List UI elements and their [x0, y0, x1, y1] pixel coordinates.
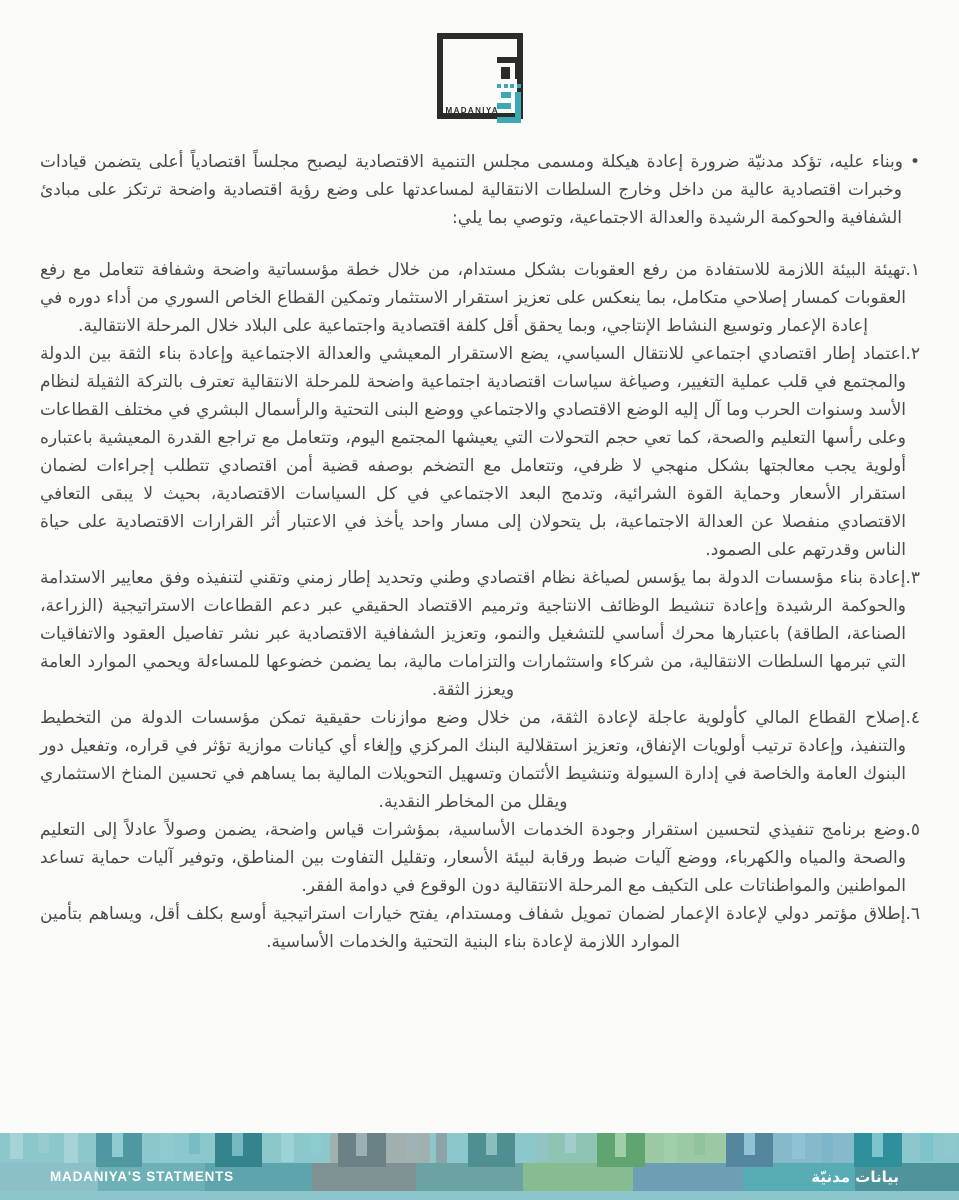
madaniya-kufic-mark-icon	[497, 57, 521, 127]
logo-wordmark: MADANIYA	[445, 106, 500, 115]
item-number: ٥.	[905, 820, 920, 840]
footer-right-label: بيانات مدنيّة	[811, 1168, 899, 1186]
item-number: ٣.	[905, 568, 920, 588]
item-text: وضع برنامج تنفيذي لتحسين استقرار وجودة الخدمات الأساسية، بمؤشرات قياس واضحة، يضمن وصولاً عادلاً إلى التعليم والصحة والمياه والكهرباء، ووضع آليات ضبط ورقابة لبيئة الأسعار، وتقليل التفاوت بين المناطق، وتوفير آليات حماية تساعد المواطنين والمواطناتات على التكيف مع المرحلة الانتقالية دون الوقوع في دوامة الفقر.	[40, 820, 906, 896]
statement-body	[40, 148, 920, 956]
statement-item-6	[40, 900, 920, 956]
madaniya-logo	[437, 33, 523, 119]
statement-item-5	[40, 816, 920, 900]
item-text: إعادة بناء مؤسسات الدولة بما يؤسس لصياغة نظام اقتصادي وطني وتحديد إطار زمني وتقني لتنفيذه وفق معايير الاستدامة والحوكمة الرشيدة وإعادة تنشيط الوظائف الانتاجية وترميم الاقتصاد الحقيقي عبر دعم القطاعات الاستراتيجية (الزراعة، الصناعة، الطاقة) باعتبارها محرك أساسي للتشغيل والنمو، وتعزيز الشفافية الاقتصادية عبر نشر تفاصيل العقود والاتفاقيات التي تبرمها السلطات الانتقالية، من شركاء واستثمارات والتزامات مالية، بما يضمن خضوعها للمساءلة ويحمي الموارد العامة ويعزز الثقة.	[40, 568, 906, 700]
item-text: اعتماد إطار اقتصادي اجتماعي للانتقال السياسي، يضع الاستقرار المعيشي والعدالة الاجتماعية وإعادة بناء الثقة بين الدولة والمجتمع في قلب عملية التغيير، وصياغة سياسات اقتصادية اجتماعية واضحة للمرحلة الانتقالية تعترف بالتركة الثقيلة لنظام الأسد وسنوات الحرب وما آل إليه الوضع الاقتصادي والاجتماعي ووضع البنى التحتية والرأسمال البشري في مختلف القطاعات وعلى رأسها التعليم والصحة، كما تعي حجم التحولات التي يعيشها المجتمع اليوم، وتتعامل مع تراجع القدرة المعيشية باعتباره أولوية يجب معالجتها بشكل منهجي لا ظرفي، وتتعامل مع التضخم بوصفه قضية أمن اقتصادي تتطلب إجراءات لضمان استقرار الأسعار وحماية القوة الشرائية، وتدمج البعد الاجتماعي في كل السياسات الاقتصادية، بحيث لا يبقى التعافي الاقتصادي منفصلا عن العدالة الاجتماعية، بل يتحولان إلى مسار واحد يأخذ في الاعتبار أثر القرارات الاقتصادية على حياة الناس وقدرتهم على الصمود.	[40, 344, 906, 560]
item-text: إطلاق مؤتمر دولي لإعادة الإعمار لضمان تمويل شفاف ومستدام، يفتح خيارات استراتيجية أوسع بكلف أقل، ويساهم بتأمين الموارد اللازمة لإعادة بناء البنية التحتية والخدمات الأساسية.	[40, 904, 906, 952]
footer-left-label: MADANIYA'S STATMENTS	[50, 1169, 234, 1184]
statement-item-4	[40, 704, 920, 816]
footer-strip	[0, 1191, 959, 1200]
item-number: ١.	[905, 260, 920, 280]
statement-item-1	[40, 256, 920, 340]
item-number: ٦.	[905, 904, 920, 924]
statement-item-2	[40, 340, 920, 564]
statement-item-3	[40, 564, 920, 704]
item-text: تهيئة البيئة اللازمة للاستفادة من رفع العقوبات بشكل مستدام، من خلال خطة مؤسساتية واضحة وشفافة تتعامل مع رفع العقوبات كمسار إصلاحي متكامل، بما ينعكس على تعزيز استقرار الاستثمار وتمكين القطاع الخاص السوري من أداء دوره في إعادة الإعمار وتوسيع النشاط الإنتاجي، وبما يحقق أقل كلفة اقتصادية واجتماعية على البلاد خلال المرحلة الانتقالية.	[40, 260, 906, 336]
intro-paragraph	[40, 148, 920, 232]
footer-mosaic	[0, 1133, 959, 1191]
intro-text: وبناء عليه، تؤكد مدنيّة ضرورة إعادة هيكلة ومسمى مجلس التنمية الاقتصادية ليصبح مجلساً اقتصادياً أعلى يتضمن قيادات وخبرات اقتصادية عالية من داخل وخارج السلطات الانتقالية لمساعدتها على وضع رؤية اقتصادية واضحة ترتكز على مبادئ الشفافية والحوكمة الرشيدة والعدالة الاجتماعية، وتوصي بما يلي:	[40, 152, 903, 228]
item-number: ٤.	[905, 708, 920, 728]
item-text: إصلاح القطاع المالي كأولوية عاجلة لإعادة الثقة، من خلال وضع موازنات حقيقية تمكن مؤسسات الدولة من التخطيط والتنفيذ، وإعادة ترتيب أولويات الإنفاق، وتعزيز استقلالية البنك المركزي وإلغاء أي كيانات موازية تؤثر في قراره، وتفعيل دور البنوك العامة والخاصة في إدارة السيولة وتنشيط الأئتمان وتسهيل التحويلات المالية بما يساهم في تحسين المناخ الاستثماري ويقلل من المخاطر النقدية.	[40, 708, 906, 812]
item-number: ٢.	[905, 344, 920, 364]
bullet-marker: •	[909, 152, 920, 172]
